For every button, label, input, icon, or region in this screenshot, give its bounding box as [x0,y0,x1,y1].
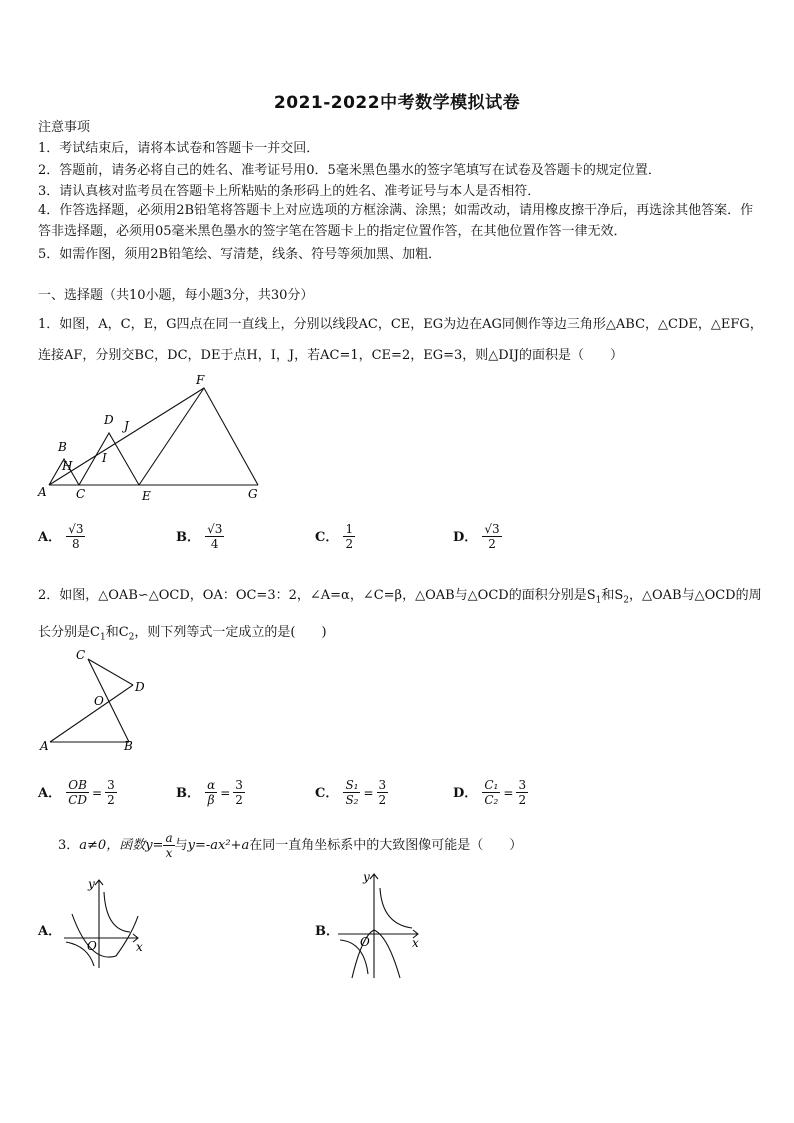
q3-suffix: 在同一直角坐标系中的大致图像可能是（ ） [249,838,523,853]
q3-cond: a≠0，函数 [79,838,146,853]
q3-frac-num: a [165,831,173,845]
q1-option-a[interactable] [38,522,85,551]
q2-option-d-rhs-num: 3 [518,778,527,792]
q1-option-a-num: √3 [68,522,84,536]
q2-text-a: 2．如图，△OAB∽△OCD，OA：OC=3：2，∠A=α，∠C=β，△OAB与△OCD的面积分别是S [38,588,596,603]
q2-sub-4: 2 [128,632,135,643]
q2-text [38,580,764,653]
q2-option-c-num: S₁ [345,778,359,792]
q1-option-c[interactable] [315,522,355,551]
notice-item-5: 5．如需作图，须用2B铅笔绘、写清楚，线条、符号等须加黑、加粗． [38,247,442,262]
q2-option-a-rhs-num: 3 [107,778,115,792]
q3-y1: y= [145,838,164,853]
q1-option-b-label: B． [176,530,200,545]
q1-option-a-label: A． [38,530,62,545]
q3-option-a-graph [58,874,158,974]
q2-text-c: ，△OAB与△OCD的周长分别是C [38,588,762,640]
q2-option-a-rhs-den: 2 [107,793,115,807]
q2-option-b-num: α [207,778,216,792]
q1-option-d[interactable] [453,522,502,551]
q1-option-b[interactable] [176,522,224,551]
q3-b-origin-label: O [360,935,370,949]
q2-figure [36,645,156,755]
q1-option-c-num: 1 [345,522,354,536]
q2-option-d-label: D． [453,786,478,801]
q2-option-c-den: S₂ [345,793,359,807]
section-heading: 一、选择题（共10小题，每小题3分，共30分） [38,288,314,303]
q2-option-d-num: C₁ [484,778,499,792]
q1-label-H: H [62,459,73,473]
q1-label-I: I [102,451,107,465]
q1-label-E: E [142,489,151,503]
q2-label-B: B [124,739,133,753]
q2-option-c-rhs-den: 2 [378,793,387,807]
q3-a-origin-label: O [87,939,97,953]
notice-item-4: 4．作答选择题，必须用2B铅笔将答题卡上对应选项的方框涂满、涂黑；如需改动，请用橡皮擦干净后，再选涂其他答案．作答非选择题，必须用05毫米黑色墨水的签字笔在答题卡上的指定位置作答，在其他位置作答一律无效． [38,203,754,239]
q3-y2: y=-ax²+a [187,838,250,853]
q2-label-C: C [76,648,86,662]
q2-option-d[interactable]: D． $\frac{\text{C₁}}{\text{C₂}}$ = $\frac{3}{2}$ [453,778,527,807]
q3-mid: 与 [174,838,188,853]
q2-option-c-label: C． [315,786,339,801]
notice-item-1: 1．考试结束后，请将本试卷和答题卡一并交回． [38,141,320,156]
q1-label-C: C [76,487,86,501]
q3-a-x-label: x [136,940,143,954]
q2-option-c-rhs-num: 3 [378,778,387,792]
q1-option-d-den: 2 [488,537,496,551]
q2-text-b: 和S [601,588,624,603]
q3-option-b-label: B． [315,924,339,939]
page-title: 2021-2022中考数学模拟试卷 [273,93,521,113]
q1-figure [36,370,266,505]
q1-option-b-num: √3 [207,522,223,536]
q2-sub-2: 2 [623,595,629,606]
notice-item-2: 2．答题前，请务必将自己的姓名、准考证号用0．5毫米黑色墨水的签字笔填写在试卷及答题卡的规定位置． [38,163,661,178]
q2-text-e: ，则下列等式一定成立的是( ) [134,624,327,640]
q2-option-a-den: CD [68,793,87,807]
q3-b-y-label: y [363,870,370,884]
q2-option-b-den: β [207,793,215,807]
q2-option-b-rhs-num: 3 [235,778,243,792]
q2-option-a-num: OB [68,778,87,792]
q1-option-d-num: √3 [484,522,500,536]
q2-option-b-rhs-den: 2 [235,793,243,807]
q2-option-b-label: B． [176,786,200,801]
q1-option-b-den: 4 [210,537,219,551]
q1-label-D: D [104,413,114,427]
q2-option-b[interactable]: B． $\frac{\alpha}{\beta}$ = $\frac{3}{2}$ [176,778,243,807]
q2-label-O: O [94,694,104,708]
q2-sub-3: 1 [99,632,106,643]
q2-option-a[interactable]: A． $\frac{OB}{CD}$ = $\frac{3}{2}$ [38,778,115,807]
q2-option-c[interactable]: C． $\frac{\text{S₁}}{\text{S₂}}$ = $\frac{3}{2}$ [315,778,387,807]
q1-option-d-label: D． [453,530,478,545]
q1-label-F: F [196,373,205,387]
q1-label-A: A [38,485,47,499]
q1-label-B: B [58,440,67,454]
q2-option-d-rhs-den: 2 [518,793,527,807]
q3-option-b-graph [334,866,434,982]
q1-label-J: J [124,419,129,433]
q1-option-a-den: 8 [72,537,80,551]
q3-text [58,831,522,860]
q1-option-c-label: C． [315,530,339,545]
q3-prefix: 3． [58,838,80,853]
q2-option-a-label: A． [38,786,62,801]
q1-label-G: G [248,487,258,501]
notice-heading: 注意事项 [38,120,91,135]
q2-label-A: A [40,739,49,753]
q3-option-a-label: A． [38,924,62,939]
q3-b-x-label: x [412,936,419,950]
q2-sub-1: 1 [595,595,602,606]
notice-item-3: 3．请认真核对监考员在答题卡上所粘贴的条形码上的姓名、准考证号与本人是否相符． [38,184,541,199]
q1-text: 1．如图，A，C，E，G四点在同一直线上，分别以线段AC，CE，EG为边在AG同侧作等边三角形△ABC，△CDE，△EFG，连接AF，分别交BC，DC，DE于点H，I，J，若AC=1，CE=2，EG=3，则△DIJ的面积是（ ） [38,317,763,363]
q3-a-y-label: y [88,877,95,891]
q2-label-D: D [135,680,145,694]
q3-frac-den: x [165,846,173,860]
q2-text-d: 和C [105,624,129,640]
q1-option-c-den: 2 [345,537,354,551]
q2-option-d-den: C₂ [484,793,499,807]
